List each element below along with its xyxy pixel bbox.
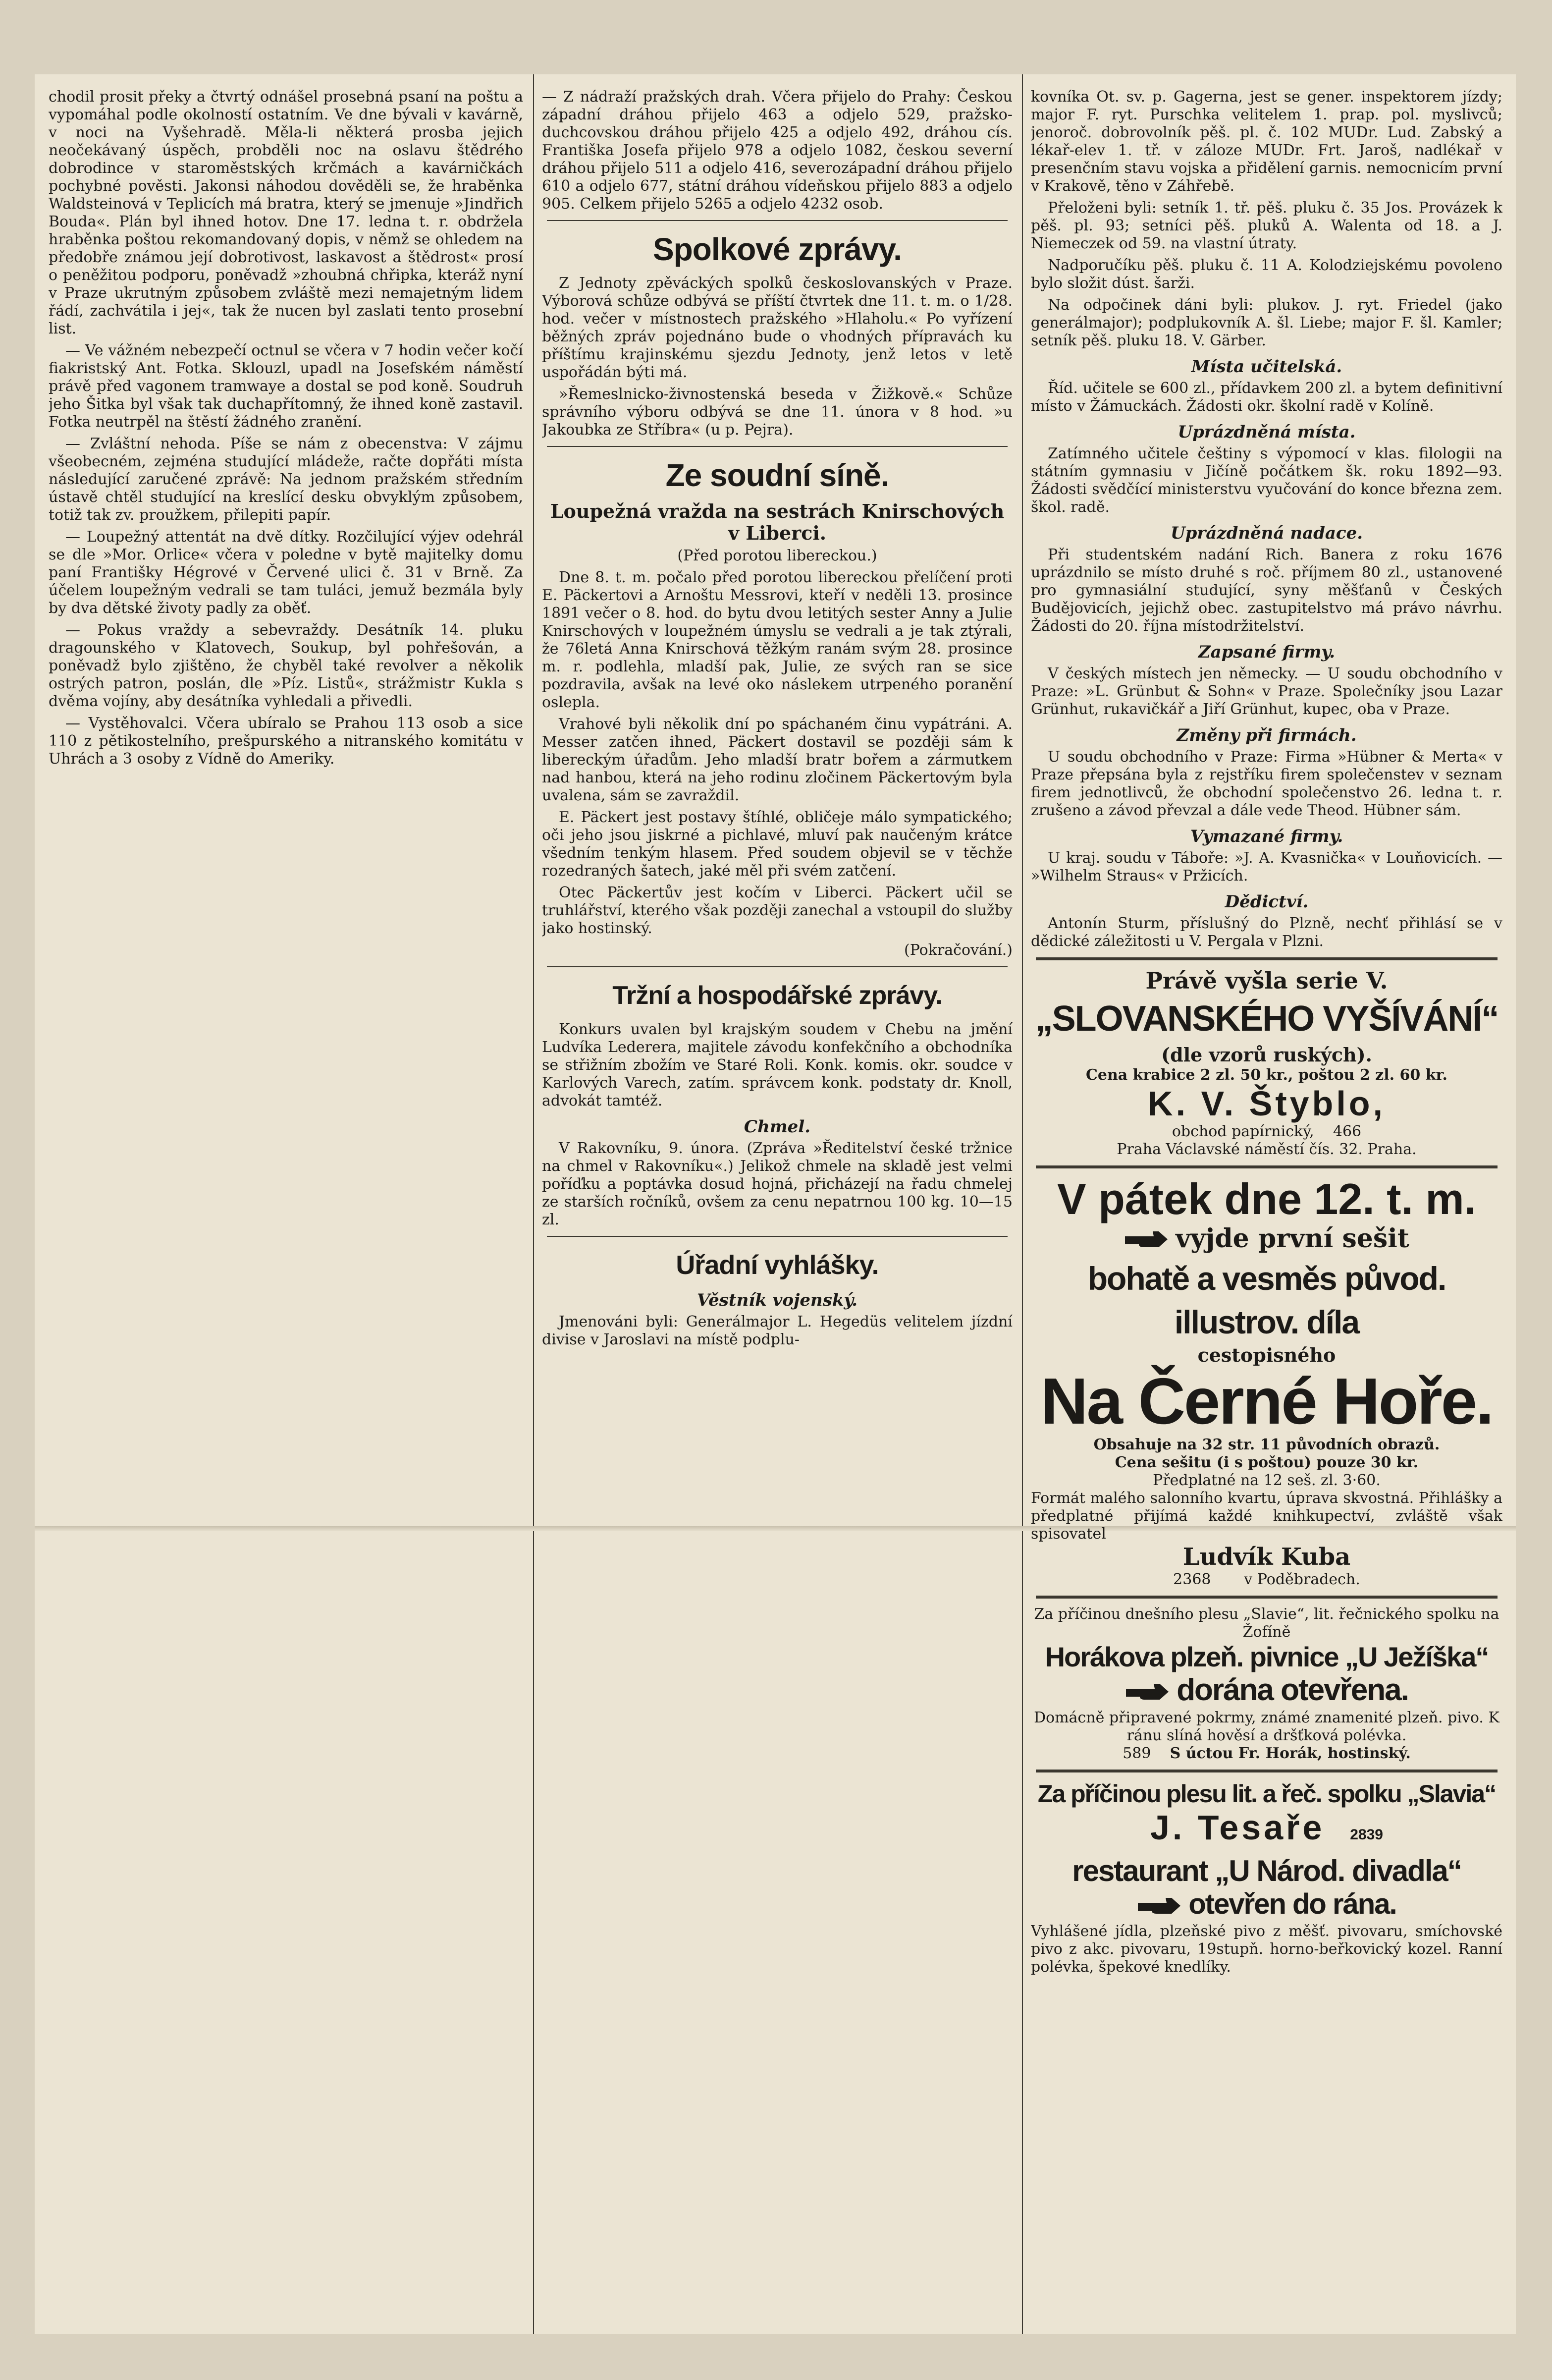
- article-vrazda-p1: Dne 8. t. m. počalo před porotou libereckou přelíčení proti E. Päckertovi a Arnoštu Messrovi, kteří v neděli 13. prosince 1891 večer o 8. hod. do bytu dvou letitých sester Anny a Julie Knirschových v loupežném úmyslu se vedrali a je tak ztýrali, že 76letá Anna Knirschová těžkým ranám svým 28. prosince m. r. podlehla, mladší pak, Julie, ze svých ran se sice pozdravila, avšak na levé oko náslekem utrpeného poranění oslepla.: [542, 569, 1013, 711]
- ad-brand: „SLOVANSKÉHO VYŠÍVÁNÍ“: [1035, 999, 1498, 1039]
- ad-price: Cena krabice 2 zl. 50 kr., poštou 2 zl. 60 kr.: [1086, 1066, 1447, 1084]
- article-vrazda-p2: Vrahové byli několik dní po spáchaném činu vypátráni. A. Messer zatčen ihned, Päckert dostavil se později sám k libereckým úřadům. Jeho mladší bratr bořem a zármutkem nad hanbou, která na jeho rodinu zločinem Päckertovým byla uvalena, sám se zavraždil.: [542, 716, 1013, 804]
- article-vrazda-p3: E. Päckert jest postavy štíhlé, obličeje málo sympatického; oči jeho jsou jiskrné a pichlavé, mluví pak naučeným krátce všedním tenkým hlasem. Před soudem objevil se v těchže rozedraných šatech, jaké měl při svém zatčení.: [542, 809, 1013, 880]
- subheading-nadace: Uprázdněná nadace.: [1170, 523, 1363, 543]
- ad-line: vyjde první sešit: [1176, 1223, 1409, 1254]
- article-nebezpeci: — Ve vážném nebezpečí octnul se včera v 7 hodin večer kočí fiakristský Ant. Fotka. Sklouzl, upadl na Josefském náměstí právě před vagonem tramwaye a dostal se pod koně. Soudruh jeho Šitka byl však tak duchapřítomný, že ihned koně zastavil. Fotka neutrpěl na štěstí žádného zranění.: [49, 342, 523, 431]
- ad-headline: Právě vyšla serie V.: [1145, 967, 1388, 994]
- divider: [547, 446, 1008, 447]
- article-title-vrazda: Loupežná vražda na sestrách Knirschových v Liberci.: [550, 500, 1005, 544]
- article-konkurs: Konkurs uvalen byl krajským soudem v Chebu na jmění Ludvíka Lederera, majitele závodu konfekčního a obchodníka se střižním zbožím ve Staré Roli. Konk. komis. okr. soudce v Karlových Varech, zatím. správcem konk. podstaty dr. Knoll, advokát tamtéž.: [542, 1021, 1013, 1109]
- newspaper-page: [35, 74, 1516, 2334]
- section-heading-trzni: Tržní a hospodářské zprávy.: [612, 981, 942, 1010]
- subheading-vymazane: Vymazané firmy.: [1190, 827, 1343, 846]
- article-beseda: »Řemeslnicko-živnostenská beseda v Žižkově.« Schůze správního výboru odbývá se dne 11. února v 8 hod. »u Jakoubka ze Stříbra« (u p. Pejra).: [542, 386, 1013, 439]
- article-prosebne-psani: chodil prosit překy a čtvrtý odnášel prosebná psaní na poštu a vypomáhal podle okolností ostatním. Ve dne bývali v kavárně, v noci na Vyšehradě. Měla-li některá prosba jejich neočekávaný úspěch, probděli noc na oslavu štědrého dobrodince v staroměstských krčmách a kavárničkách pochybné pověsti. Jakonsi náhodou dověděli se, že hraběnka Waldsteinová v Teplicích má bratra, který se jmenuje »Jindřich Bouda«. Plán byl ihned hotov. Dne 17. ledna t. r. obdržela hraběnka poštou rekomandovaný dopis, v němž se ohledem na předobře známou její dobrotivost, laskavost a štědrost« prosí o peněžitou podporu, poněvadž »zhoubná chřipka, kteráž nyní v Praze ukrutným způsobem zvláště mezi nemajetným lidem řádí, zachvátila i jej«, tak že nucen byl zaslati tento prosební list.: [49, 88, 523, 337]
- ad-number: 466: [1333, 1123, 1362, 1140]
- ad-detail: Formát malého salonního kvartu, úprava skvostná. Přihlášky a předplatné přijímá každé knihkupectví, zvláště však spisovatel: [1031, 1489, 1502, 1543]
- ad-detail: Domácně připravené pokrmy, známé znamenité plzeň. pivo. K ránu slíná hověsí a dršťková polévka.: [1034, 1709, 1499, 1745]
- divider: [1036, 1596, 1498, 1599]
- ad-title: restaurant „U Národ. divadla“: [1072, 1854, 1461, 1888]
- section-heading-spolkove: Spolkové zprávy.: [652, 231, 902, 267]
- article-nadrazi: — Z nádraží pražských drah. Včera přijelo do Prahy: Českou západní dráhou přijelo 463 a odjelo 529, pražsko-duchcovskou dráhou přijelo 425 a odjelo 492, dráhou cís. Františka Josefa přijelo 978 a odjelo 1082, českou severní dráhou přijelo 511 a odjelo 416, severozápadní dráhou přijelo 610 a odjelo 677, státní dráhou vídeňskou přijelo 883 a odjelo 905. Celkem přijelo 5265 a odjelo 4232 osob.: [542, 88, 1013, 213]
- subheading-vestnik: Věstník vojenský.: [696, 1290, 858, 1310]
- ad-shop: [1031, 1123, 1502, 1141]
- article-vestnik: Jmenováni byli: Generálmajor L. Hegedüs velitelem jízdní divise v Jaroslavi na místě podplu-: [542, 1313, 1013, 1348]
- article-nadporucik: Nadporučíku pěš. pluku č. 11 A. Kolodziejskému povoleno bylo složit dúst. šarži.: [1031, 257, 1502, 292]
- column-rule: [1022, 74, 1023, 2334]
- ad-place: v Poděbradech.: [1244, 1570, 1360, 1588]
- divider: [1036, 957, 1498, 960]
- article-odpocinek: Na odpočinek dáni byli: plukov. J. ryt. Friedel (jako generálmajor); podplukovník A. šl. Liebe; major F. šl. Kamler; setník pěš. pluku 18. V. Gärber.: [1031, 296, 1502, 349]
- section-heading-soudni: Ze soudní síně.: [665, 457, 889, 493]
- section-heading-urad: Úřadní vyhlášky.: [676, 1250, 879, 1280]
- article-chmel: V Rakovníku, 9. února. (Zpráva »Ředitelství české tržnice na chmel v Rakovníku«.) Jelikož chmele na skladě jest velmi poříďku a poptávka dosud hojná, přicházejí na řadu chmelej ze starších ročníků, ovšem za cenu nepatrnou 100 kg. 10—15 zl.: [542, 1140, 1013, 1228]
- article-mista-ucitelska: Říd. učitele se 600 zl., přídavkem 200 zl. a bytem definitivní místo v Žámuckách. Žádosti okr. školní radě v Kolíně.: [1031, 380, 1502, 415]
- column-left: [49, 88, 523, 2324]
- ad-detail: Cena sešitu (i s poštou) pouze 30 kr.: [1115, 1453, 1419, 1471]
- article-vymazane: U kraj. soudu v Táboře: »J. A. Kvasnička« v Louňovicích. — »Wilhelm Straus« v Pržicích.: [1031, 849, 1502, 885]
- divider: [1036, 1165, 1498, 1168]
- ad-title: bohatě a vesměs původ. illustrov. díla: [1087, 1260, 1446, 1340]
- article-zmeny: U soudu obchodního v Praze: Firma »Hübner & Merta« v Praze přepsána byla z rejstříku firem společenstev v seznam firem jednotlivců, že obchodní společenstvo 26. ledna t. r. zrušeno a závod převzal a dále vede Theod. Hübner sám.: [1031, 748, 1502, 819]
- article-nadace: Při studentském nadání Rich. Banera z roku 1676 uprázdnilo se místo druhé s roč. příjmem 80 zl., ustanovené pro gymnasiální studující, syny měšťanů v Českých Budějovicích, jejichž obec. zastupitelstvo má právo návrhu. Žádosti do 20. října místodržitelství.: [1031, 546, 1502, 635]
- article-prelozeni: Přeloženi byli: setník 1. tř. pěš. pluku č. 35 Jos. Provázek k pěš. pl. 93; setníci pěš. pluků A. Walenta od 18. a J. Niemeczek od 59. na vlastní útraty.: [1031, 199, 1502, 252]
- ad-detail: Předplatné na 12 seš. zl. 3·60.: [1153, 1471, 1381, 1489]
- divider: [547, 966, 1008, 967]
- column-rule: [533, 74, 534, 2334]
- ad-name: J. Tesaře: [1150, 1808, 1325, 1847]
- article-vrazda-p4: Otec Päckertův jest kočím v Liberci. Päckert učil se truhlářství, kterého však později zanechal a vstoupil do služby jako hostinský.: [542, 884, 1013, 937]
- subheading-chmel: Chmel.: [744, 1117, 811, 1137]
- ad-title: Horákova plzeň. pivnice „U Ježíška“: [1045, 1641, 1489, 1672]
- divider: [1036, 1770, 1498, 1772]
- article-pokus-vrazdy: — Pokus vraždy a sebevraždy. Desátník 14. pluku dragounského v Klatovech, Soukup, byl pohřešován, a poněvadž bylo zjištěno, že chyběl také revolver a několik ostrých patron, poslán, dle »Píz. Listů«, strážmistr Kukla s dvěma vojíny, aby desátníka vyhledali a přivedli.: [49, 621, 523, 710]
- ad-line: Za příčinou dnešního plesu „Slavie“, lit. řečnického spolku na Žofíně: [1034, 1605, 1499, 1641]
- article-vestnik-cont: kovníka Ot. sv. p. Gagerna, jest se gener. inspektorem jízdy; major F. ryt. Purschka velitelem 1. prap. pol. myslivců; jenoroč. dobrovolník pěš. pl. č. 102 MUDr. Lud. Zabský a lékař-elev 1. tř. v záloze MUDr. Frt. Jaroš, nadlékař v presenčním stavu vojska a přidělení garnis. nemocnicím první v Krakově, těno v Záhřebě.: [1031, 88, 1502, 195]
- subheading-mista-ucitelska: Místa učitelská.: [1191, 357, 1342, 377]
- pointing-hand-icon: [1125, 1674, 1170, 1709]
- article-subtitle-porota: (Před porotou libereckou.): [677, 547, 877, 564]
- subheading-zmeny: Změny při firmách.: [1177, 725, 1357, 745]
- ad-detail: Obsahuje na 32 str. 11 původních obrazů.: [1093, 1436, 1440, 1453]
- article-loupezny-attentat: — Loupežný attentát na dvě dítky. Rozčilující výjev odehrál se dle »Mor. Orlice« včera v poledne v bytě majitelky domu paní Františky Hégrové v Červené ulici č. 31 v Brně. Za účelem loupežným vedrali se tam tuláci, jemuž bezmála byly by dva dětské životy padly za oběť.: [49, 528, 523, 617]
- article-dedictvi: Antonín Sturm, příslušný do Plzně, nechť přihlásí se v dědické záležitosti u V. Pergala v Plzni.: [1031, 915, 1502, 950]
- pointing-hand-icon: [1137, 1890, 1181, 1923]
- advert-cerna-hora: [1031, 1175, 1502, 1589]
- ad-line: Za příčinou plesu lit. a řeč. spolku „Slavia“: [1037, 1780, 1496, 1808]
- ad-subtitle: (dle vzorů ruských).: [1161, 1044, 1372, 1066]
- continuation-note: (Pokračování.): [904, 941, 1013, 959]
- ad-author: Ludvík Kuba: [1182, 1543, 1351, 1571]
- ad-number: 2368: [1173, 1570, 1211, 1588]
- advert-horakova: [1031, 1605, 1502, 1763]
- advert-tesar: [1031, 1779, 1502, 1976]
- ad-shop-label: obchod papírnický,: [1172, 1123, 1314, 1140]
- column-right: [1031, 88, 1502, 2324]
- article-jednota: Z Jednoty zpěváckých spolků českoslovanských v Praze. Výborová schůze odbývá se příští čtvrtek dne 11. t. m. o 1/28. hod. večer v místnostech pražského »Hlaholu.« Po vyřízení běžných zpráv pojednáno bude o vhodných přípravách ku příštímu krajinskému sjezdu Jednoty, jenž letos v letě uspořádán býti má.: [542, 275, 1013, 381]
- column-middle: [542, 88, 1013, 2324]
- ad-open: otevřen do rána.: [1188, 1888, 1396, 1921]
- pointing-hand-icon: [1124, 1225, 1169, 1257]
- ad-huge-title: Na Černé Hoře.: [1041, 1364, 1493, 1438]
- subheading-uprazdnena-mista: Uprázdněná místa.: [1177, 422, 1356, 442]
- divider: [547, 220, 1008, 221]
- advert-vysivani: [1031, 967, 1502, 1159]
- ad-detail: Vyhlášené jídla, plzeňské pivo z měšť. pivovaru, smíchovské pivo z akc. pivovaru, 19stupň. horno-beřkovický kozel. Ranní polévka, špekové knedlíky.: [1031, 1922, 1502, 1976]
- ad-date: V pátek dne 12. t. m.: [1057, 1174, 1477, 1223]
- article-vystehovalci: — Vystěhovalci. Včera ubíralo se Prahou 113 osob a sice 110 z pětikostelního, prešpurského a nitranského komitátu v Uhrách a 3 osoby z Vídně do Ameriky.: [49, 715, 523, 768]
- ad-number: 2839: [1350, 1827, 1383, 1843]
- subheading-dedictvi: Dědictví.: [1225, 892, 1309, 912]
- article-zapsane-firmy: V českých místech jen německy. — U soudu obchodního v Praze: »L. Grünbut & Sohn« v Praze. Společníky jsou Lazar Grünhut, rukavičkář a Jiří Grünhut, kupec, oba v Praze.: [1031, 665, 1502, 718]
- divider: [547, 1236, 1008, 1237]
- ad-number: 589: [1123, 1745, 1151, 1763]
- subheading-zapsane-firmy: Zapsané firmy.: [1198, 642, 1336, 662]
- ad-signature: S úctou Fr. Horák, hostinský.: [1170, 1745, 1411, 1763]
- ad-open: dorána otevřena.: [1177, 1672, 1408, 1707]
- ad-address: Praha Václavské náměstí čís. 32. Praha.: [1117, 1141, 1417, 1158]
- article-zvlastni-nehoda: — Zvláštní nehoda. Píše se nám z obecenstva: V zájmu všeobecném, zejména studující mládeže, račte dopřáti místa následující zaručené zprávě: Na jednom pražském středním ústavě chtěl studující na kreslící desku obvyklým způsobem, totiž tak zv. proužkem, přilepiti papír.: [49, 435, 523, 524]
- ad-kind: cestopisného: [1197, 1343, 1336, 1366]
- article-uprazdnena-mista: Zatímného učitele češtiny s výpomocí v klas. filologii na státním gymnasiu v Jičíně počátkem šk. roku 1892—93. Žádosti svědčící ministerstvu vyučování do konce března zem. škol. radě.: [1031, 445, 1502, 516]
- ad-seller-name: K. V. Štyblo,: [1148, 1084, 1386, 1123]
